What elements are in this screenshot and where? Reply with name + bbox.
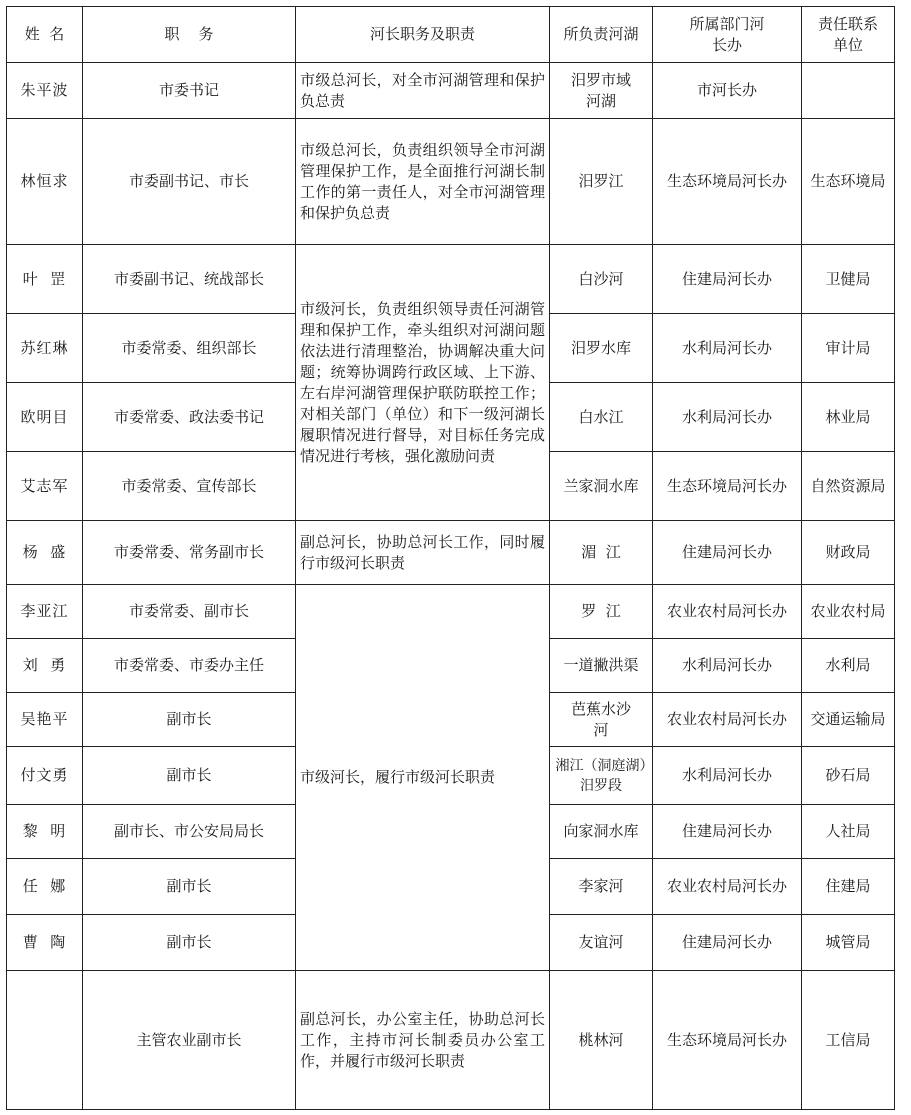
river-cell: 李家河 [550, 859, 653, 915]
post-cell: 市委常委、常务副市长 [83, 521, 296, 585]
river-cell: 罗 江 [550, 585, 653, 639]
post-cell: 市委副书记、市长 [83, 119, 296, 245]
office-cell: 水利局河长办 [653, 383, 802, 452]
header-office: 所属部门河长办 [653, 7, 802, 63]
unit-cell: 人社局 [802, 805, 895, 859]
post-cell: 副市长 [83, 915, 296, 971]
river-cell: 友谊河 [550, 915, 653, 971]
duty-cell: 市级总河长，负责组织领导全市河湖管理保护工作，是全面推行河湖长制工作的第一责任人，对全市河湖管理和保护负总责 [296, 119, 550, 245]
duty-cell: 市级总河长，对全市河湖管理和保护负总责 [296, 63, 550, 119]
name-cell [7, 971, 83, 1110]
header-unit: 责任联系单位 [802, 7, 895, 63]
name-cell: 叶 罡 [7, 245, 83, 314]
post-cell: 副市长 [83, 693, 296, 747]
header-name: 姓 名 [7, 7, 83, 63]
unit-cell: 砂石局 [802, 747, 895, 805]
office-cell: 水利局河长办 [653, 747, 802, 805]
name-cell: 李亚江 [7, 585, 83, 639]
duty-cell: 市级河长，履行市级河长职责 [296, 585, 550, 971]
office-cell: 住建局河长办 [653, 521, 802, 585]
name-cell: 艾志军 [7, 452, 83, 521]
office-cell: 生态环境局河长办 [653, 452, 802, 521]
river-cell: 桃林河 [550, 971, 653, 1110]
unit-cell: 财政局 [802, 521, 895, 585]
post-cell: 市委副书记、统战部长 [83, 245, 296, 314]
post-cell: 副市长 [83, 747, 296, 805]
river-cell: 湄 江 [550, 521, 653, 585]
table-row [7, 971, 895, 1110]
post-cell: 市委常委、组织部长 [83, 314, 296, 383]
post-cell: 主管农业副市长 [83, 971, 296, 1110]
river-cell: 向家洞水库 [550, 805, 653, 859]
unit-cell [802, 63, 895, 119]
unit-cell: 审计局 [802, 314, 895, 383]
unit-cell: 自然资源局 [802, 452, 895, 521]
name-cell: 曹 陶 [7, 915, 83, 971]
unit-cell: 水利局 [802, 639, 895, 693]
name-cell: 林恒求 [7, 119, 83, 245]
office-cell: 住建局河长办 [653, 805, 802, 859]
unit-cell: 城管局 [802, 915, 895, 971]
river-cell: 白水江 [550, 383, 653, 452]
river-cell: 兰家洞水库 [550, 452, 653, 521]
river-cell: 汨罗江 [550, 119, 653, 245]
office-cell: 生态环境局河长办 [653, 971, 802, 1110]
duty-cell: 副总河长，办公室主任，协助总河长工作，主持市河长制委员办公室工作，并履行市级河长职责 [296, 971, 550, 1110]
office-cell: 水利局河长办 [653, 639, 802, 693]
unit-cell: 工信局 [802, 971, 895, 1110]
name-cell: 吴艳平 [7, 693, 83, 747]
river-cell: 汨罗市域河湖 [550, 63, 653, 119]
post-cell: 市委常委、副市长 [83, 585, 296, 639]
river-cell: 芭蕉水沙河 [550, 693, 653, 747]
office-cell: 市河长办 [653, 63, 802, 119]
post-cell: 市委常委、宣传部长 [83, 452, 296, 521]
post-cell: 市委常委、政法委书记 [83, 383, 296, 452]
river-chief-table [6, 6, 895, 1110]
name-cell: 欧明目 [7, 383, 83, 452]
table-row [7, 521, 895, 585]
unit-cell: 卫健局 [802, 245, 895, 314]
name-cell: 苏红琳 [7, 314, 83, 383]
office-cell: 住建局河长办 [653, 245, 802, 314]
river-cell: 湘江（洞庭湖）汨罗段 [550, 747, 653, 805]
name-cell: 朱平波 [7, 63, 83, 119]
office-cell: 住建局河长办 [653, 915, 802, 971]
duty-cell: 市级河长，负责组织领导责任河湖管理和保护工作，牵头组织对河湖问题依法进行清理整治，协调解决重大问题；统筹协调跨行政区域、上下游、左右岸河湖管理保护联防联控工作；对相关部门（单位）和下一级河湖长履职情况进行督导，对目标任务完成情况进行考核，强化激励问责 [296, 245, 550, 521]
office-cell: 农业农村局河长办 [653, 859, 802, 915]
post-cell: 副市长、市公安局局长 [83, 805, 296, 859]
name-cell: 付文勇 [7, 747, 83, 805]
table-row [7, 119, 895, 245]
unit-cell: 生态环境局 [802, 119, 895, 245]
name-cell: 刘 勇 [7, 639, 83, 693]
table-row [7, 585, 895, 639]
post-cell: 市委书记 [83, 63, 296, 119]
unit-cell: 交通运输局 [802, 693, 895, 747]
unit-cell: 住建局 [802, 859, 895, 915]
river-cell: 白沙河 [550, 245, 653, 314]
header-river: 所负责河湖 [550, 7, 653, 63]
name-cell: 杨 盛 [7, 521, 83, 585]
unit-cell: 林业局 [802, 383, 895, 452]
office-cell: 生态环境局河长办 [653, 119, 802, 245]
duty-cell: 副总河长，协助总河长工作，同时履行市级河长职责 [296, 521, 550, 585]
office-cell: 农业农村局河长办 [653, 693, 802, 747]
river-cell: 一道撇洪渠 [550, 639, 653, 693]
post-cell: 副市长 [83, 859, 296, 915]
header-duty: 河长职务及职责 [296, 7, 550, 63]
table-row [7, 245, 895, 314]
header-post: 职 务 [83, 7, 296, 63]
name-cell: 任 娜 [7, 859, 83, 915]
post-cell: 市委常委、市委办主任 [83, 639, 296, 693]
river-cell: 汨罗水库 [550, 314, 653, 383]
office-cell: 农业农村局河长办 [653, 585, 802, 639]
header-row [7, 7, 895, 63]
name-cell: 黎 明 [7, 805, 83, 859]
office-cell: 水利局河长办 [653, 314, 802, 383]
table-row [7, 63, 895, 119]
unit-cell: 农业农村局 [802, 585, 895, 639]
